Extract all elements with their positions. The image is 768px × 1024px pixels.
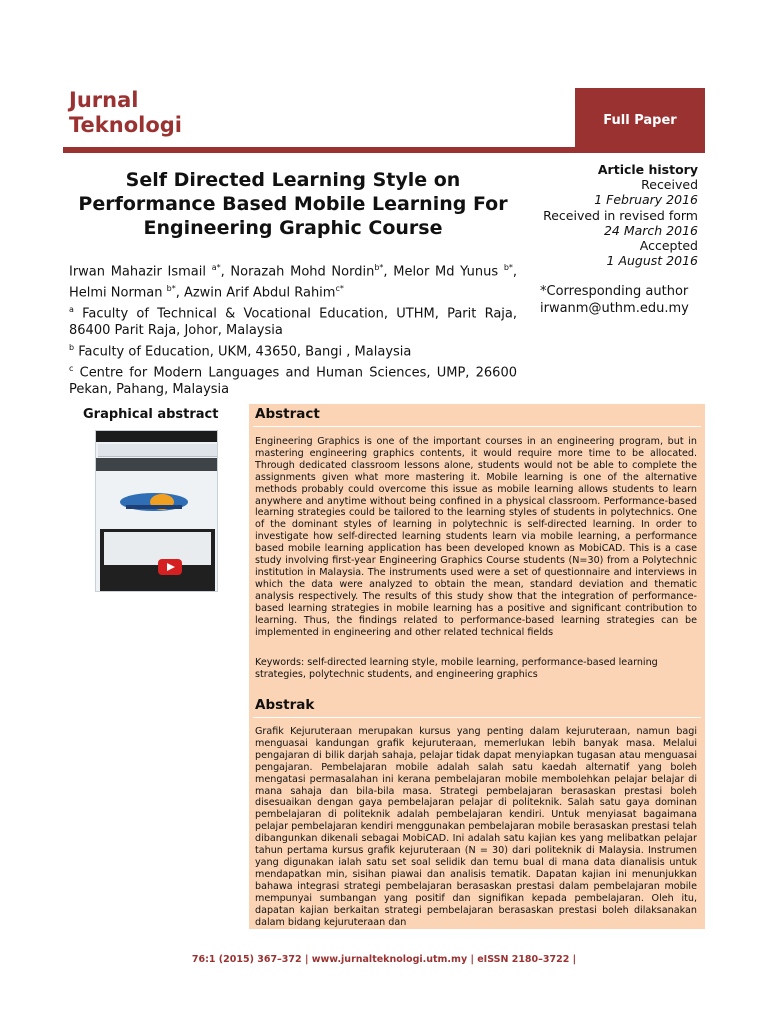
affiliation: $^a$ Faculty of Technical & Vocational Education, UTHM, Parit Raja, 86400 Parit Raja, Johor, Malaysia <box>69 305 517 339</box>
abstract-text: Engineering Graphics is one of the important courses in an engineering program, but in mastering engineering graphics contents, it would require more time to be allocated. Through dedicated classroom lessons alone, students would not be able to complete the assignments given what more mastering it. Mobile learning is one of the alternative methods probably could overcome this issue as mobile learning allows students to learn anywhere and anytime without being confined in a physical classroom. Performance-based learning strategies could be tailored to the learning styles of students in polytechnics. One of the dominant styles of learning in polytechnic is self-directed learning. In order to investigate how self-directed learning students learn via mobile learning, a performance based mobile learning application has been developed known as MobiCAD. This is a case study involving first-year Engineering Graphics Course students (N=30) from a Polytechnic institution in Malaysia. The instruments used were a set of questionnaire and interviews in which the data were analyzed to obtain the mean, standard deviation and thematic analysis respectively. The results of this study show that the integration of performance-based learning strategies in mobile learning has a positive and significant contribution to learning. Thus, the findings related to performance-based learning strategies can be implemented in engineering and other related technical fields <box>255 436 697 638</box>
received-date: 1 February 2016 <box>594 192 698 208</box>
mobicad-logo-icon <box>118 491 190 513</box>
abstract-heading: Abstract <box>255 406 320 422</box>
paper-type-badge <box>575 88 705 152</box>
play-icon <box>158 559 182 575</box>
abstrak-text: Grafik Kejuruteraan merupakan kursus yang penting dalam kejuruteraan, namun bagi menguasai kandungan grafik kejuruteraan, memerlukan lebih banyak masa. Melalui pengajaran di bilik darjah sahaja, pelajar tidak dapat menyiapkan tugasan atau menguasai pengajaran. Pembelajaran mobile adalah salah satu kaedah alternatif yang boleh mengatasi permasalahan ini kerana pembelajaran mobile membolehkan pelajar belajar di mana sahaja dan bila-bila masa. Strategi pembelajaran berasaskan prestasi boleh disesuaikan dengan gaya pembelajaran pelajar di politeknik. Salah satu gaya dominan pembelajaran di politeknik adalah pembelajaran kendiri. Untuk menyiasat bagaimana pelajar pembelajaran kendiri menggunakan pembelajaran mobile berasaskan prestasi telah dibangunkan dikenali sebagai MobiCAD. Ini adalah satu kajian kes yang melibatkan pelajar tahun pertama kursus grafik kejuruteraan (N = 30) dari politeknik di Malaysia. Instrumen yang digunakan ialah satu set soal selidik dan temu bual di mana data dianalisis untuk mendapatkan min, sisihan piawai dan analisis tematik. Dapatan kajian ini menunjukkan bahawa integrasi strategi pembelajaran berasaskan prestasi dalam pembelajaran mobile mempunyai sumbangan yang positif dan signifikan kepada pembelajaran. Oleh itu, dapatan kajian berkaitan strategi pembelajaran berasaskan prestasi boleh dilaksanakan dalam bidang kejuruteraan dan <box>255 726 697 928</box>
revised-label: Received in revised form <box>543 207 698 223</box>
abstract-panel <box>249 404 705 929</box>
video-screen <box>104 532 211 565</box>
received-label: Received <box>641 177 698 193</box>
keywords: Keywords: self-directed learning style, mobile learning, performance-based learning strategies, polytechnic students, and engineering graphics <box>255 657 658 680</box>
video-thumbnail <box>100 529 215 591</box>
author-block <box>69 260 517 399</box>
paper-type-label: Full Paper <box>603 112 677 128</box>
revised-date: 24 March 2016 <box>603 222 698 238</box>
author-sup: b* <box>166 284 176 294</box>
corresponding-email[interactable]: irwanm@uthm.edu.my <box>540 301 689 316</box>
accepted-label: Accepted <box>639 238 698 254</box>
accepted-date: 1 August 2016 <box>606 253 698 269</box>
app-nav-bar <box>96 458 217 471</box>
graphical-abstract-heading: Graphical abstract <box>83 407 219 422</box>
abstrak-divider <box>253 717 701 718</box>
abstract-divider <box>253 426 701 427</box>
author-name: Norazah Mohd Nordin <box>230 264 375 280</box>
article-history <box>520 162 698 268</box>
corresponding-label: *Corresponding author <box>540 284 689 299</box>
affiliation: $^b$ Faculty of Education, UKM, 43650, Bangi , Malaysia <box>69 343 412 360</box>
journal-title-line1: Jurnal <box>69 88 139 112</box>
journal-title-line2: Teknologi <box>69 113 182 137</box>
header-divider <box>63 147 705 153</box>
author-name: Melor Md Yunus <box>393 264 499 280</box>
corresponding-author <box>540 283 698 317</box>
author-sup: a* <box>211 263 221 272</box>
journal-title <box>69 88 182 138</box>
author-name: Azwin Arif Abdul Rahim <box>183 285 336 301</box>
browser-url-bar <box>98 444 217 457</box>
footer-citation: 76:1 (2015) 367–372 | www.jurnalteknologi.utm.my | eISSN 2180–3722 | <box>191 954 577 965</box>
phone-status-bar <box>96 431 217 442</box>
graphical-abstract-image <box>95 430 218 592</box>
history-heading: Article history <box>597 162 698 177</box>
affiliation: $^c$ Centre for Modern Languages and Human Sciences, UMP, 26600 Pekan, Pahang, Malaysia <box>69 364 517 398</box>
author-sup: c* <box>335 284 344 294</box>
author-sup: b* <box>374 263 384 272</box>
author-list: Irwan Mahazir Ismail $^{a*}$, Norazah Mohd Nordin$^{b*}$, Melor Md Yunus $^{b*}$, Helmi Norman $^{b*}$, Azwin Arif Abdul Rahim$^{c*}$ <box>69 263 518 301</box>
author-name: Irwan Mahazir Ismail <box>69 264 206 280</box>
author-sup: b* <box>503 263 513 272</box>
abstrak-heading: Abstrak <box>255 697 315 713</box>
paper-title: Self Directed Learning Style on Performance Based Mobile Learning For Engineering Graphic Course <box>78 169 508 239</box>
author-name: Helmi Norman <box>69 285 163 301</box>
